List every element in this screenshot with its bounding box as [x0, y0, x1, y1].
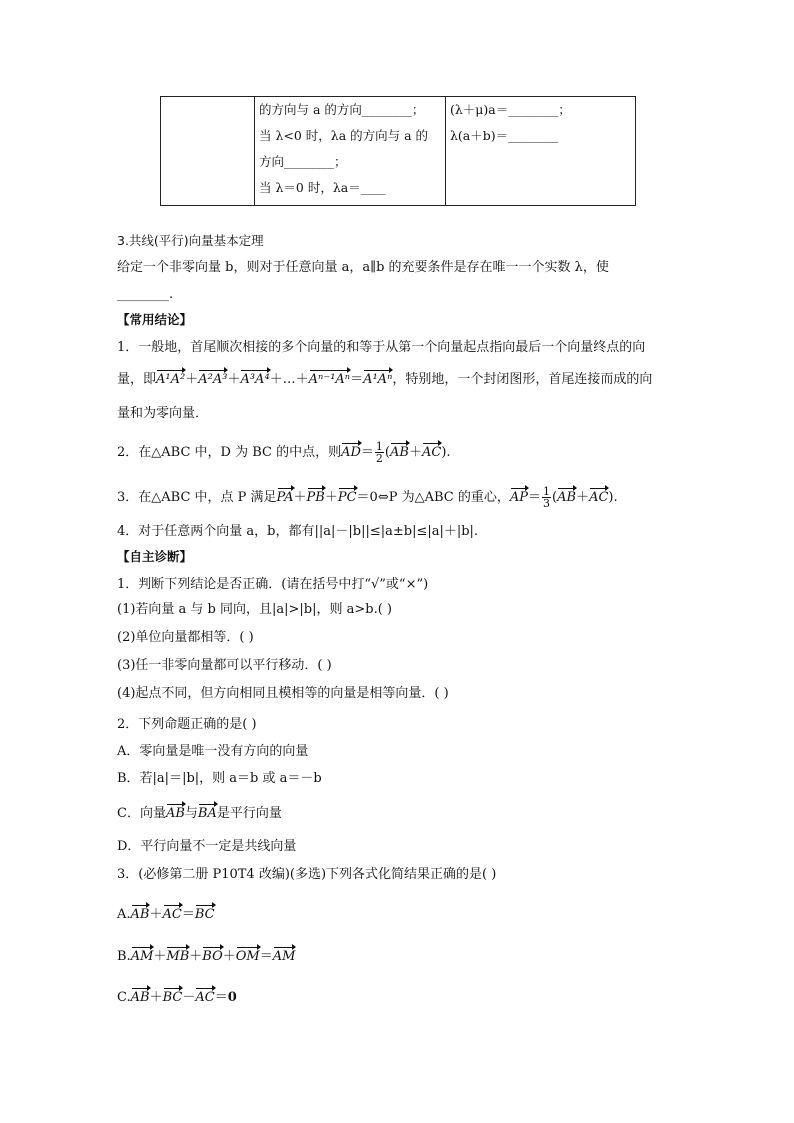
vector: AP: [509, 490, 528, 505]
paragraph-line: 4．对于任意两个向量 a，b，都有||a|－|b||≤|a±b|≤|a|＋|b|.: [117, 524, 479, 539]
table-cell-empty: [161, 97, 255, 206]
text: ＝: [350, 372, 364, 387]
vector: PC: [337, 490, 357, 505]
denominator: 3: [543, 497, 551, 510]
text: 2．在△ABC 中，D 为 BC 的中点，则: [117, 445, 342, 460]
label: C.: [117, 990, 131, 1005]
vector: Aⁿ⁻¹Aⁿ: [308, 372, 351, 387]
text: ＋…＋: [269, 372, 309, 387]
label: A.: [117, 907, 131, 922]
choice-b: B．若|a|＝|b|，则 a＝b 或 a＝－b: [117, 771, 322, 786]
fraction: [375, 441, 384, 464]
paragraph-line: 量和为零向量．: [117, 406, 209, 421]
fraction: [542, 486, 551, 509]
numerator: 1: [543, 485, 551, 498]
text: 是平行向量: [216, 806, 282, 821]
choice-a: A.AB＋AC＝BC: [117, 907, 215, 922]
paragraph-line: 1．一般地，首尾顺次相接的多个向量的和等于从第一个向量起点指向最后一个向量终点的向: [117, 340, 646, 355]
vector: MB: [166, 949, 190, 964]
label: B.: [117, 949, 131, 964]
numerator: 1: [375, 440, 383, 453]
choice-b: B.AM＋MB＋BO＋OM＝AM: [117, 949, 296, 964]
question-item: (4)起点不同，但方向相同且模相等的向量是相等向量．( ): [117, 686, 449, 701]
vector: AD: [341, 445, 361, 460]
choice-d: D．平行向量不一定是共线向量: [117, 839, 297, 854]
table-text-line: 的方向与 a 的方向________；: [259, 102, 425, 117]
vector: AB: [165, 806, 185, 821]
formula-line: 2．在△ABC 中，D 为 BC 的中点，则AD＝ $\frac{1}{2}$ (AB＋AC).: [117, 440, 451, 465]
formula-line: 3．在△ABC 中，点 P 满足PA＋PB＋PC＝0⇔P 为△ABC 的重心，AP＝ $\frac{1}{3}$ (AB＋AC).: [117, 485, 618, 510]
question: 2．下列命题正确的是( ): [117, 717, 257, 732]
text: 量，即: [117, 372, 157, 387]
paragraph-line: 给定一个非零向量 b，则对于任意向量 a，a∥b 的充要条件是存在唯一一个实数 λ，使: [117, 260, 609, 275]
vector: AC: [589, 490, 609, 505]
vector: A³A⁴: [240, 372, 270, 387]
table-cell-laws: [446, 97, 636, 206]
table-text-line: 当 λ<0 时，λa 的方向与 a 的: [259, 128, 429, 143]
vector: AC: [195, 990, 215, 1005]
text: 3．在△ABC 中，点 P 满足: [117, 490, 277, 505]
section-heading: 【自主诊断】: [117, 549, 193, 564]
section-heading: 【常用结论】: [117, 312, 193, 327]
vector: OM: [235, 949, 260, 964]
vector: PB: [306, 490, 325, 505]
text: 与: [184, 806, 198, 821]
choice-c: [117, 805, 282, 823]
table-text-line: 当 λ＝0 时，λa＝____: [259, 180, 386, 195]
vector: BC: [194, 907, 215, 922]
vector: AM: [130, 949, 154, 964]
formula-line: 量，即A¹A²＋A²A³＋A³A⁴＋…＋Aⁿ⁻¹Aⁿ＝A¹Aⁿ，特别地，一个封闭图形，首尾连接而成的向: [117, 372, 653, 387]
vector: BC: [162, 990, 183, 1005]
paragraph-line: ________.: [117, 287, 174, 302]
vector: AB: [557, 490, 577, 505]
vector: BA: [197, 806, 217, 821]
vector: AC: [162, 907, 182, 922]
vector-operations-table: [160, 96, 636, 206]
vector: AB: [390, 445, 409, 460]
vector: A¹Aⁿ: [363, 372, 393, 387]
vector: AB: [130, 990, 150, 1005]
table-text-line: (λ＋μ)a＝________；: [450, 102, 571, 117]
question: 1．判断下列结论是否正确．(请在括号中打“√”或“×”): [117, 577, 429, 592]
choice-c: C.AB＋BC－AC＝0: [117, 990, 237, 1005]
vector: AC: [421, 445, 442, 460]
text: ＝: [360, 445, 374, 460]
text: C．向量: [117, 806, 166, 821]
vector: PA: [276, 490, 294, 505]
vector: A¹A²: [156, 372, 186, 387]
denominator: 2: [375, 452, 383, 465]
vector: A²A³: [198, 372, 228, 387]
text: ＝0⇔P 为△ABC 的重心，: [356, 490, 510, 505]
table-text-line: 方向________；: [259, 154, 347, 169]
question-item: (3)任一非零向量都可以平行移动．( ): [117, 658, 332, 673]
table-text-line: λ(a＋b)＝________: [450, 128, 559, 143]
question-item: (1)若向量 a 与 b 同向，且|a|>|b|，则 a>b.( ): [117, 602, 393, 617]
vector: AM: [272, 949, 296, 964]
question: 3．(必修第二册 P10T4 改编)(多选)下列各式化简结果正确的是( ): [117, 867, 497, 882]
choice-a: A．零向量是唯一没有方向的向量: [117, 744, 309, 759]
question-item: (2)单位向量都相等．( ): [117, 630, 254, 645]
vector: BO: [202, 949, 223, 964]
vector: AB: [130, 907, 150, 922]
section-title: 3.共线(平行)向量基本定理: [117, 233, 264, 248]
text: ，特别地，一个封闭图形，首尾连接而成的向: [392, 372, 653, 387]
table-cell-scalar-direction: [255, 97, 446, 206]
